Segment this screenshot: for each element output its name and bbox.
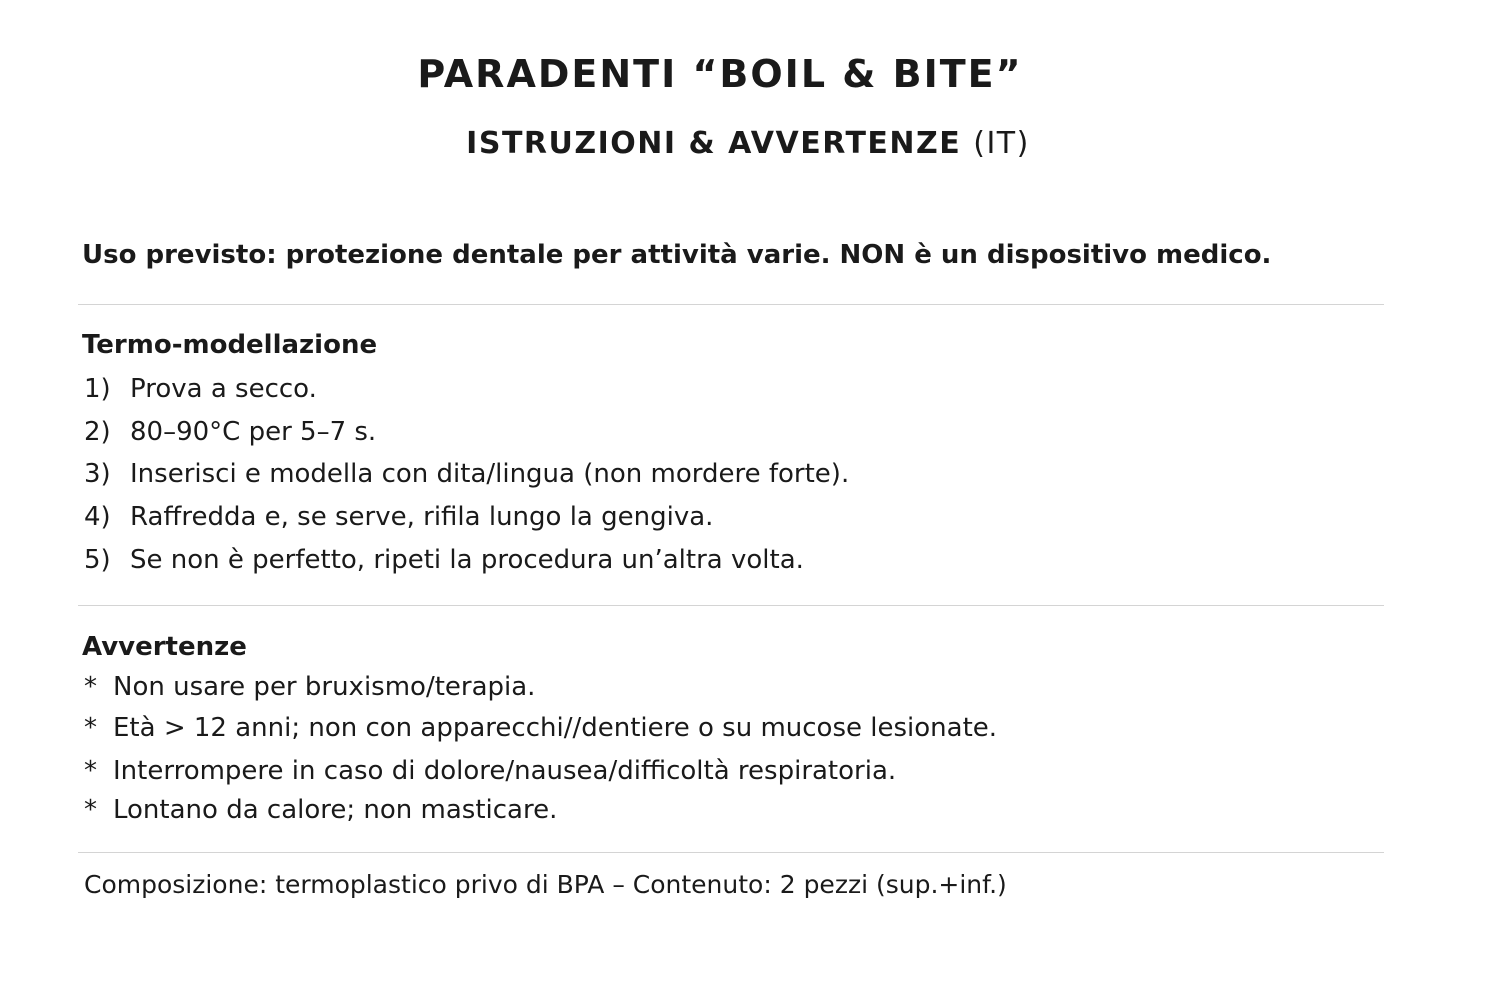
- step-text: 80–90°C per 5–7 s.: [130, 417, 377, 447]
- step-number: 4): [84, 502, 111, 532]
- warning-text: Interrompere in caso di dolore/nausea/difficoltà respiratoria.: [113, 756, 897, 786]
- thermoforming-step: [84, 545, 804, 575]
- step-number: 2): [84, 417, 111, 447]
- step-text: Se non è perfetto, ripeti la procedura un’altra volta.: [130, 545, 804, 575]
- step-text: Raffredda e, se serve, rifila lungo la gengiva.: [130, 502, 714, 532]
- step-number: 3): [84, 459, 111, 489]
- document-subtitle: [0, 126, 1496, 161]
- intended-use-statement: Uso previsto: protezione dentale per attività varie. NON è un dispositivo medico.: [82, 240, 1272, 270]
- step-number: 1): [84, 374, 111, 404]
- warning-item: [84, 713, 997, 743]
- warning-item: [84, 756, 896, 786]
- step-number: 5): [84, 545, 111, 575]
- step-text: Prova a secco.: [130, 374, 317, 404]
- warning-text: Non usare per bruxismo/terapia.: [113, 672, 536, 702]
- bullet-asterisk: *: [84, 756, 97, 786]
- thermoforming-step: [84, 502, 713, 532]
- bullet-asterisk: *: [84, 795, 97, 825]
- language-code: (IT): [973, 126, 1030, 161]
- thermoforming-step: [84, 374, 317, 404]
- warnings-heading: Avvertenze: [82, 632, 247, 662]
- document-title: PARADENTI “BOIL & BITE”: [417, 52, 1023, 96]
- divider: [78, 852, 1384, 853]
- bullet-asterisk: *: [84, 713, 97, 743]
- warning-item: [84, 672, 535, 702]
- warning-item: [84, 795, 557, 825]
- divider: [78, 605, 1384, 606]
- bullet-asterisk: *: [84, 672, 97, 702]
- composition-line: Composizione: termoplastico privo di BPA – Contenuto: 2 pezzi (sup.+inf.): [84, 870, 1007, 899]
- step-text: Inserisci e modella con dita/lingua (non mordere forte).: [130, 459, 850, 489]
- thermoforming-step: [84, 417, 376, 447]
- divider: [78, 304, 1384, 305]
- warning-text: Lontano da calore; non masticare.: [113, 795, 558, 825]
- warning-text: Età > 12 anni; non con apparecchi//dentiere o su mucose lesionate.: [113, 713, 998, 743]
- subtitle-main: ISTRUZIONI & AVVERTENZE: [466, 126, 962, 161]
- thermoforming-step: [84, 459, 849, 489]
- thermoforming-heading: Termo-modellazione: [82, 330, 378, 360]
